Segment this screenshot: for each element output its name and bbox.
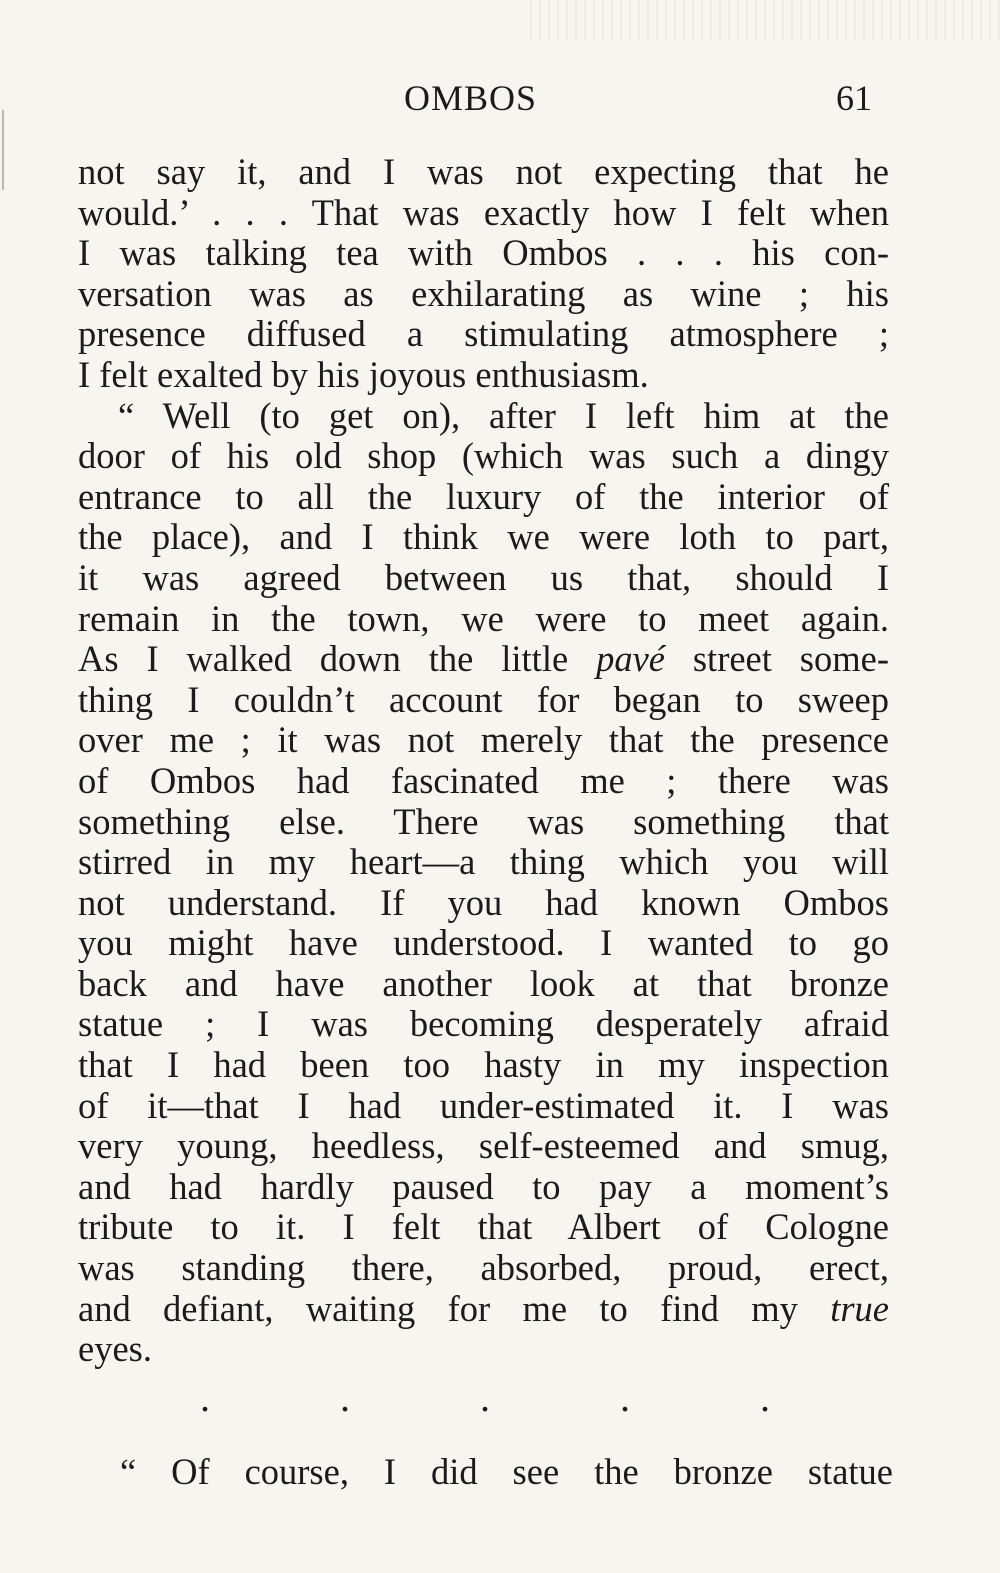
text-line: door of his old shop (which was such a dingy [78,435,889,477]
text-line: that I had been too hasty in my inspection [78,1044,889,1086]
text-line: you might have understood. I wanted to go [78,922,889,964]
text-line: of it—that I had under-estimated it. I was [78,1084,889,1126]
text-line: not understand. If you had known Ombos [78,881,889,923]
text-segment: As I walked down the little [78,638,597,680]
text-line: very young, heedless, self-esteemed and smug, [78,1125,889,1167]
break-dot: . [760,1375,770,1420]
italic-word: true [830,1287,889,1329]
text-line: I felt exalted by his joyous enthusiasm. [78,353,649,395]
text-line: the place), and I think we were loth to part, [78,516,889,558]
scan-speckle [530,0,1000,40]
text-line: would.’ . . . That was exactly how I felt when [78,191,889,233]
text-segment: street some- [664,638,889,680]
text-line: presence diffused a stimulating atmosphere ; [78,313,889,355]
text-line: of Ombos had fascinated me ; there was [78,759,889,801]
body-text [78,152,889,1370]
text-line: was standing there, absorbed, proud, erect, [78,1247,889,1289]
text-line: “ Well (to get on), after I left him at the [118,394,889,436]
text-line: versation was as exhilarating as wine ; his [78,272,889,314]
text-segment: and defiant, waiting for me to find my [78,1287,831,1329]
section-break [200,1375,770,1420]
break-dot: . [620,1375,630,1420]
text-line: something else. There was something that [78,800,889,842]
page-number: 61 [836,78,872,118]
text-line [78,639,889,680]
text-line: statue ; I was becoming desperately afraid [78,1003,889,1045]
text-line: and had hardly paused to pay a moment’s [78,1165,889,1207]
text-line: thing I couldn’t account for began to sweep [78,678,889,720]
break-dot: . [200,1375,210,1420]
text-line: I was talking tea with Ombos . . . his con- [78,232,889,274]
text-line: over me ; it was not merely that the presence [78,719,889,761]
scan-edge-mark [2,110,4,190]
text-line: tribute to it. I felt that Albert of Cologne [78,1206,889,1248]
italic-word: pavé [596,638,665,680]
text-line: it was agreed between us that, should I [78,556,889,598]
text-line: eyes. [78,1328,152,1370]
text-line [78,1289,889,1330]
text-line: back and have another look at that bronze [78,962,889,1004]
text-line: entrance to all the luxury of the interior of [78,475,889,517]
text-line: not say it, and I was not expecting that he [78,151,889,192]
break-dot: . [480,1375,490,1420]
text-line: stirred in my heart—a thing which you will [78,841,889,883]
final-text-line: “ Of course, I did see the bronze statue [120,1451,893,1492]
break-dot: . [340,1375,350,1420]
text-line: remain in the town, we were to meet again. [78,597,889,639]
running-title: OMBOS [404,78,538,118]
